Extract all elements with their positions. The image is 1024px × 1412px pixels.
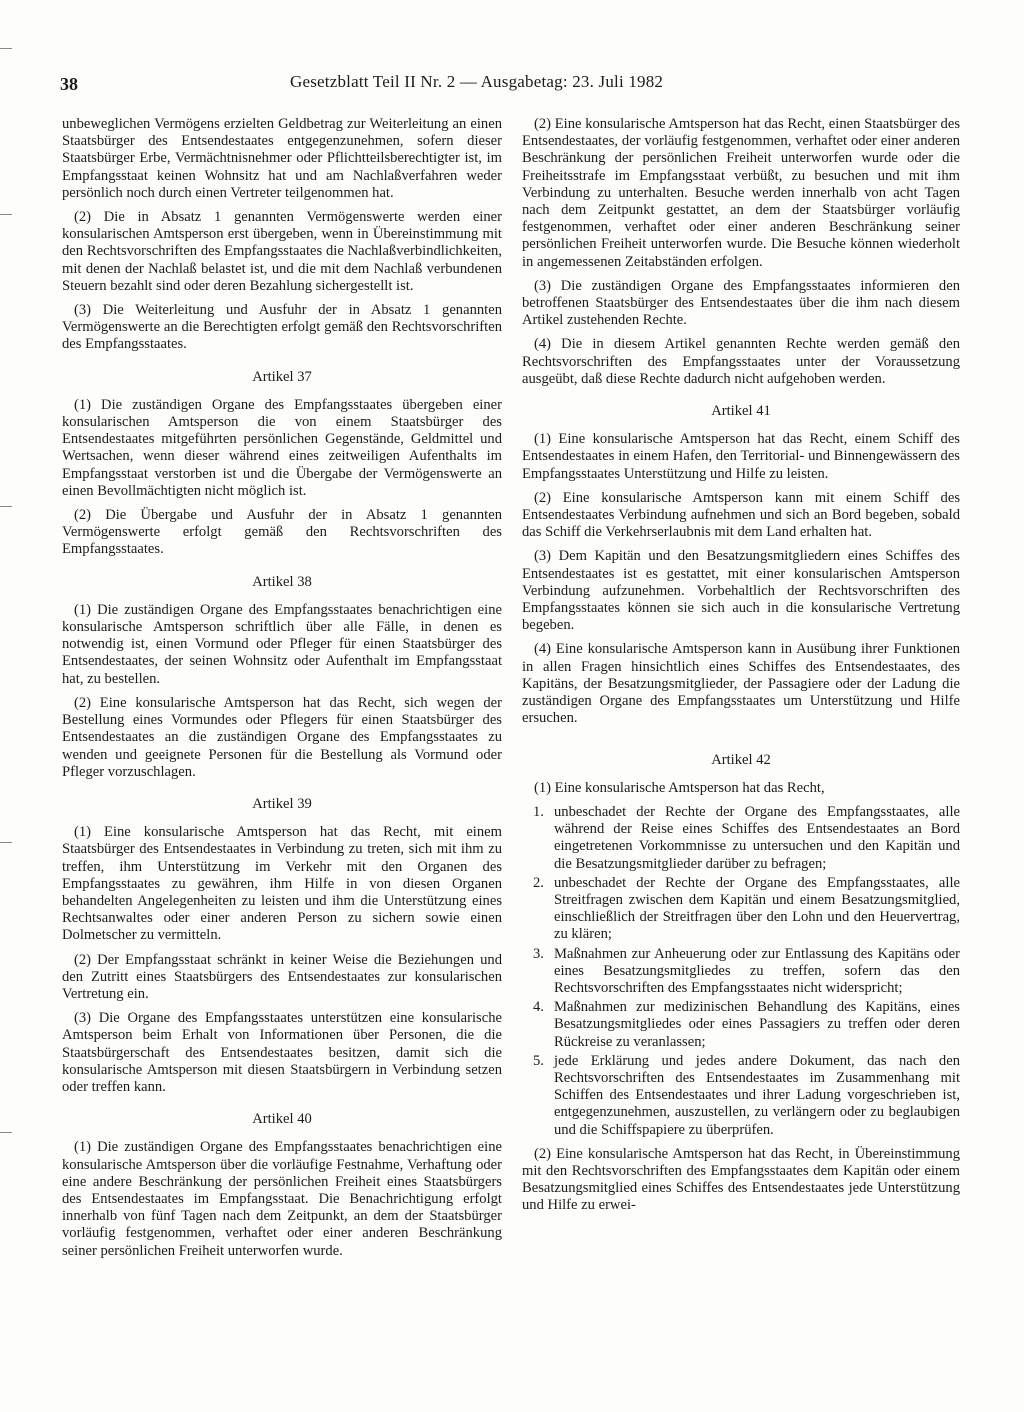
list-item <box>522 875 960 944</box>
list-item <box>522 804 960 873</box>
article-heading: Artikel 39 <box>252 795 312 812</box>
paragraph: (2) Die Übergabe und Ausfuhr der in Absatz 1 genannten Vermögenswerte erfolgt gemäß den Rechtsvorschriften des Empfangsstaates. <box>62 507 502 558</box>
list-item-number: 3. <box>533 945 544 962</box>
paragraph: (1) Die zuständigen Organe des Empfangsstaates benachrichtigen eine konsularische Amtsperson über die vorläufige Festnahme, Verhaftung oder eine andere Beschränkung der persönlichen Freiheit eines Staatsbürgers des Entsendestaates im Empfangsstaat. Die Benachrichtigung erfolgt innerhalb von fünf Tagen nach dem Zeitpunkt, an dem der Staatsbürger vorläufig festgenommen, verhaftet oder einer anderen Beschränkung seiner persönlichen Freiheit unterworfen wurde. <box>62 1139 502 1259</box>
margin-mark <box>0 842 12 843</box>
article-heading: Artikel 37 <box>252 368 312 385</box>
list-item-number: 1. <box>533 803 544 820</box>
list-item-number: 5. <box>533 1052 544 1069</box>
list-item-text: Maßnahmen zur Anheuerung oder zur Entlassung des Kapitäns oder eines Besatzungsmitgliedes zu treffen, sofern das den Rechtsvorschriften des Empfangsstaates nicht widerspricht; <box>554 945 960 996</box>
margin-mark <box>0 214 12 215</box>
margin-mark <box>0 48 12 49</box>
paragraph: unbeweglichen Vermögens erzielten Geldbetrag zur Weiterleitung an einen Staatsbürger des Entsendestaates entgegenzunehmen, sofern dieser Staatsbürger Erbe, Vermächtnisnehmer oder Pflichtteilsberechtigter ist, im Empfangsstaat keinen Wohnsitz hat und am Nachlaßverfahren weder persönlich noch durch einen Vertreter teilgenommen hat. <box>62 116 502 201</box>
list-item-text: Maßnahmen zur medizinischen Behandlung des Kapitäns, eines Besatzungsmitgliedes oder eines Passagiers zu treffen oder deren Rückreise zu veranlassen; <box>554 999 960 1050</box>
paragraph: (1) Eine konsularische Amtsperson hat das Recht, einem Schiff des Entsendestaates in einem Hafen, den Territorial- und Binnengewässern des Empfangsstaates Unterstützung und Hilfe zu leisten. <box>522 431 960 482</box>
list-item <box>522 946 960 998</box>
margin-mark <box>0 506 12 507</box>
margin-mark <box>0 1132 12 1133</box>
paragraph: (3) Die zuständigen Organe des Empfangsstaates informieren den betroffenen Staatsbürger des Entsendestaates über die ihm nach diesem Artikel zustehenden Rechte. <box>522 277 960 329</box>
list-item-text: unbeschadet der Rechte der Organe des Empfangsstaates, alle während der Reise eines Schiffes des Entsendestaates an Bord eingetretenen Vorkommnisse zu untersuchen und den Kapitän und die Besatzungsmitglieder darüber zu befragen; <box>554 803 960 872</box>
paragraph: (2) Die in Absatz 1 genannten Vermögenswerte werden einer konsularischen Amtsperson erst übergeben, wenn in Übereinstimmung mit den Rechtsvorschriften des Empfangsstaates die Nachlaßverbindlichkeiten, mit denen der Nachlaß belastet ist, und die mit dem Nachlaß verbundenen Steuern bezahlt sind oder deren Bezahlung sichergestellt ist. <box>62 209 502 294</box>
article-heading: Artikel 41 <box>711 403 771 420</box>
page-number: 38 <box>60 74 78 94</box>
paragraph: (1) Eine konsularische Amtsperson hat das Recht, <box>534 779 825 796</box>
paragraph: (1) Eine konsularische Amtsperson hat das Recht, mit einem Staatsbürger des Entsendestaates in Verbindung zu treten, sich mit ihm zu treffen, ihm Unterstützung im Verkehr mit den Organen des Empfangsstaates zu gewähren, ihm Hilfe in von diesen Organen behandelten Angelegenheiten zu leisten und ihm die Unterstützung eines Rechtsanwaltes oder einer anderen Person zu sichern sowie einen Dolmetscher zu vermitteln. <box>62 824 502 944</box>
paragraph: (4) Eine konsularische Amtsperson kann in Ausübung ihrer Funktionen in allen Fragen hinsichtlich eines Schiffes des Entsendestaates, des Kapitäns, der Besatzungsmitglieder, der Passagiere oder der Ladung die zuständigen Organe des Empfangsstaates um Unterstützung und Hilfe ersuchen. <box>522 641 960 727</box>
paragraph: (4) Die in diesem Artikel genannten Rechte werden gemäß den Rechtsvorschriften des Empfangsstaates unter der Voraussetzung ausgeübt, daß diese Rechte dadurch nicht aufgehoben werden. <box>522 336 960 387</box>
list-item-number: 4. <box>533 999 544 1016</box>
list-item-number: 2. <box>533 874 544 891</box>
paragraph: (2) Eine konsularische Amtsperson hat das Recht, einen Staatsbürger des Entsendestaates, der vorläufig festgenommen, verhaftet oder einer anderen Beschränkung der persönlichen Freiheit unterworfen wurde oder die Freiheitsstrafe im Empfangsstaat verbüßt, zu besuchen und mit ihm Verbindung zu unterhalten. Besuche werden innerhalb von acht Tagen nach dem Zeitpunkt gestattet, an dem der Staatsbürger vorläufig festgenommen, verhaftet oder einer anderen Beschränkung seiner persönlichen Freiheit unterworfen wurde. Die Besuche können wiederholt in angemessenen Zeitabständen erfolgen. <box>522 116 960 270</box>
paragraph: (1) Die zuständigen Organe des Empfangsstaates benachrichtigen eine konsularische Amtsperson schriftlich über alle Fälle, in denen es notwendig ist, einen Vormund oder Pfleger für einen Staatsbürger des Entsendestaates, der seinen Wohnsitz oder Aufenthalt im Empfangsstaat hat, zu bestellen. <box>62 601 502 687</box>
left-column <box>62 116 502 1267</box>
article-heading: Artikel 42 <box>711 751 771 768</box>
list-item-text: jede Erklärung und jedes andere Dokument, das nach den Rechtsvorschriften des Entsendestaates im Zusammenhang mit Schiffen des Entsendestaates und ihrer Ladung vorgeschrieben ist, entgegenzunehmen, auszustellen, zu verlängern oder zu beglaubigen und die Schiffspapiere zu überprüfen. <box>554 1052 960 1138</box>
numbered-list <box>522 804 960 1139</box>
page-header-title: Gesetzblatt Teil II Nr. 2 — Ausgabetag: 23. Juli 1982 <box>290 72 664 91</box>
right-column <box>522 116 960 1222</box>
paragraph: (1) Die zuständigen Organe des Empfangsstaates übergeben einer konsularischen Amtsperson die von einem Staatsbürger des Entsendestaates mitgeführten persönlichen Gegenstände, Geldmittel und Wertsachen, wenn dieser während eines zeitweiligen Aufenthalts im Empfangsstaat verstorben ist und die Übergabe der Vermögenswerte an einen Bevollmächtigten nicht möglich ist. <box>62 396 502 499</box>
article-heading: Artikel 38 <box>252 573 312 590</box>
paragraph: (2) Eine konsularische Amtsperson hat das Recht, sich wegen der Bestellung eines Vormundes oder Pflegers für einen Staatsbürger des Entsendestaates an die zuständigen Organe des Empfangsstaates zu wenden und geeignete Personen für die Bestellung als Vormund oder Pfleger vorzuschlagen. <box>62 694 502 780</box>
paragraph: (2) Der Empfangsstaat schränkt in keiner Weise die Beziehungen und den Zutritt eines Staatsbürgers des Entsendestaates zur konsularischen Vertretung ein. <box>62 951 502 1002</box>
paragraph: (3) Die Weiterleitung und Ausfuhr der in Absatz 1 genannten Vermögenswerte an die Berechtigten erfolgt gemäß den Rechtsvorschriften des Empfangsstaates. <box>62 302 502 353</box>
paragraph: (3) Die Organe des Empfangsstaates unterstützen eine konsularische Amtsperson beim Erhalt von Informationen über Personen, die die Staatsbürgerschaft des Entsendestaates besitzen, damit sich die konsularische Amtsperson mit diesen Staatsbürgern in Verbindung setzen oder treffen kann. <box>62 1010 502 1095</box>
article-heading: Artikel 40 <box>252 1111 312 1128</box>
list-item-text: unbeschadet der Rechte der Organe des Empfangsstaates, alle Streitfragen zwischen dem Kapitän und einem Besatzungsmitglied, einschließlich der Streitfragen über den Lohn und den Heuervertrag, zu klären; <box>554 874 960 943</box>
paragraph: (2) Eine konsularische Amtsperson hat das Recht, in Übereinstimmung mit den Rechtsvorschriften des Empfangsstaates dem Kapitän oder einem Besatzungsmitglied eines Schiffes des Entsendestaates jede Unterstützung und Hilfe zu erwei- <box>522 1145 960 1214</box>
paragraph: (2) Eine konsularische Amtsperson kann mit einem Schiff des Entsendestaates Verbindung aufnehmen und sich an Bord begeben, sobald das Schiff die Verkehrserlaubnis mit dem Land erhalten hat. <box>522 489 960 541</box>
paragraph: (3) Dem Kapitän und den Besatzungsmitgliedern eines Schiffes des Entsendestaates ist es gestattet, mit einer konsularischen Amtsperson Verbindung aufzunehmen. Vorbehaltlich der Rechtsvorschriften des Empfangsstaates können sie sich auch in die konsularische Vertretung begeben. <box>522 548 960 634</box>
list-item <box>522 1053 960 1139</box>
list-item <box>522 999 960 1051</box>
